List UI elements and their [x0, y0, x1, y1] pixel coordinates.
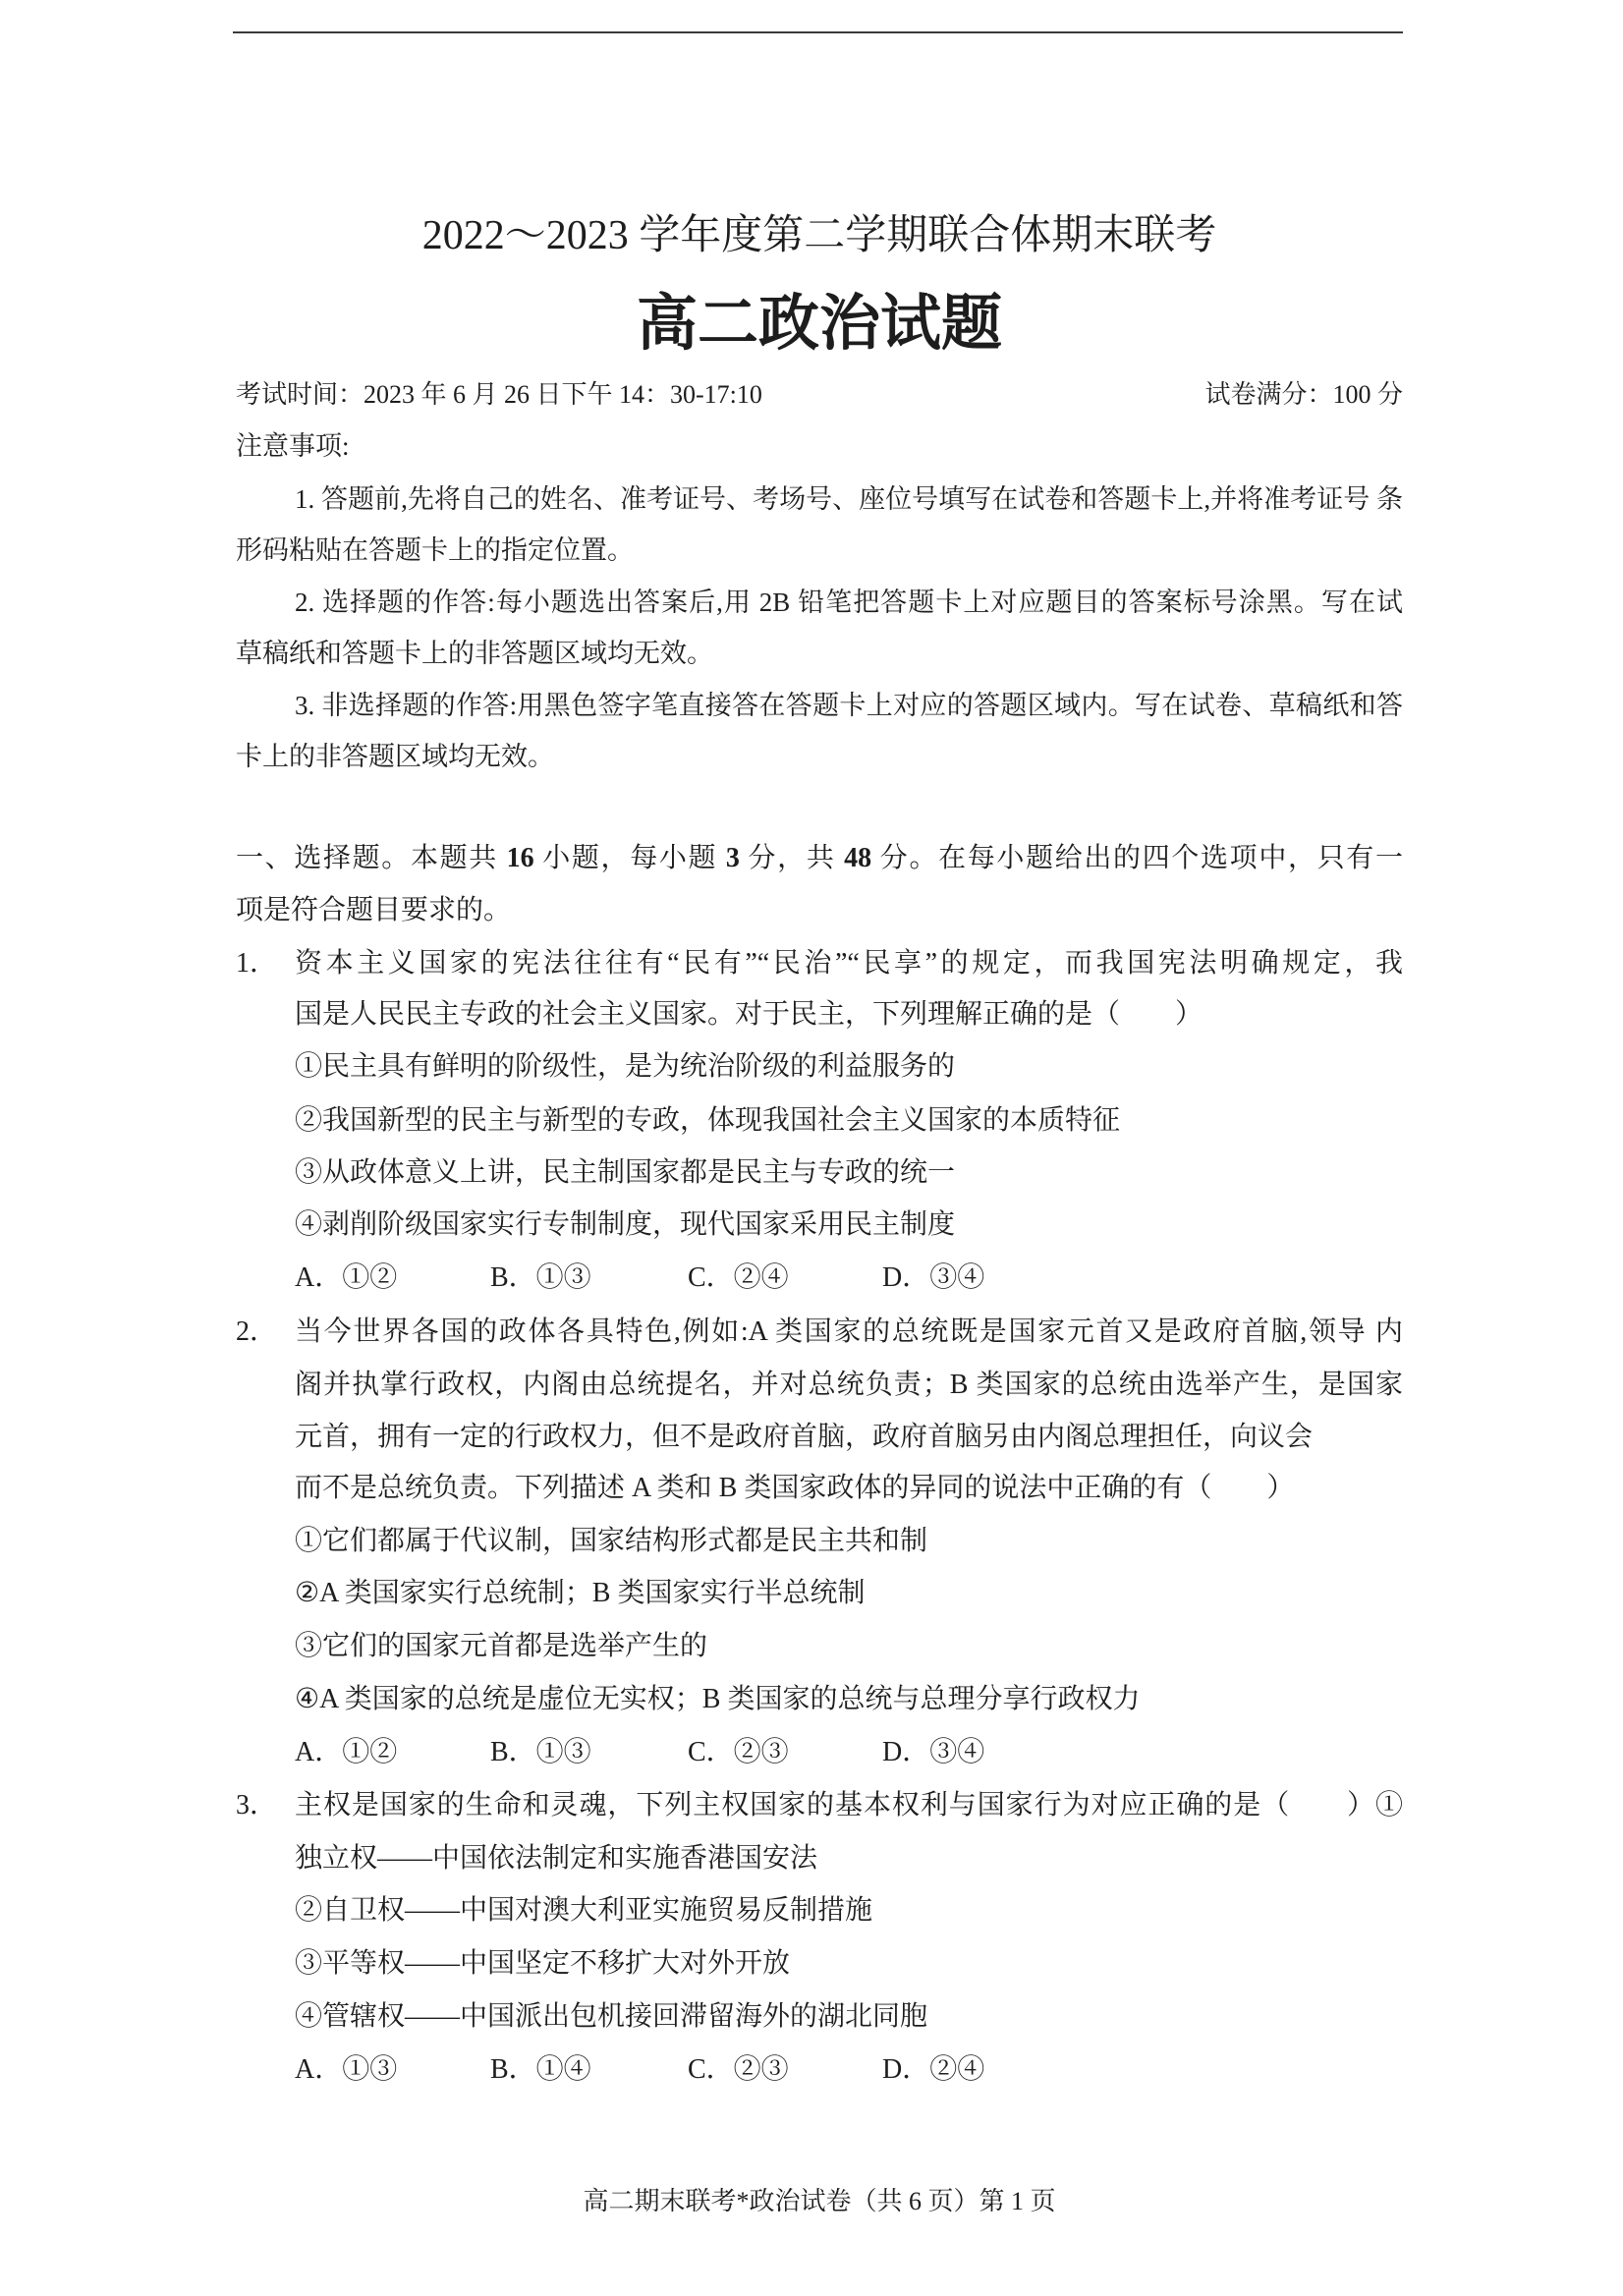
question-statement: ④剥削阶级国家实行专制制度，现代国家采用民主制度 — [295, 1209, 956, 1240]
question-stem-line: 主权是国家的生命和灵魂，下列主权国家的基本权利与国家行为对应正确的是（ ）① — [295, 1790, 1403, 1820]
question-number: 1． — [236, 948, 278, 979]
question-stem-line: 国是人民民主专政的社会主义国家。对于民主，下列理解正确的是（ ） — [295, 999, 1203, 1030]
question-number: 2． — [236, 1316, 278, 1347]
question-statement: ②我国新型的民主与新型的专政，体现我国社会主义国家的本质特征 — [295, 1105, 1121, 1136]
option-d: D．③④ — [882, 1737, 985, 1767]
question-stem-line: 阁并执掌行政权，内阁由总统提名，并对总统负责；B 类国家的总统由选举产生，是国家 — [295, 1370, 1403, 1400]
page-footer: 高二期末联考*政治试卷（共 6 页）第 1 页 — [583, 2187, 1056, 2215]
paper-title: 高二政治试题 — [636, 291, 1002, 358]
section-heading-text: 分。在每小题给出的四个选项中，只有一 — [871, 843, 1403, 873]
option-a: A．①③ — [295, 2054, 398, 2085]
notice-item-3-line-2: 卡上的非答题区域均无效。 — [236, 742, 554, 771]
option-d: D．③④ — [882, 1262, 985, 1293]
option-c: C．②④ — [688, 1262, 789, 1293]
question-statement: ④管辖权——中国派出包机接回滞留海外的湖北同胞 — [295, 2001, 928, 2032]
question-statement: ④A 类国家的总统是虚位无实权；B 类国家的总统与总理分享行政权力 — [295, 1684, 1141, 1714]
question-count: 16 — [506, 843, 534, 873]
option-b: B．①④ — [490, 2054, 591, 2085]
question-number: 3． — [236, 1790, 278, 1820]
option-a: A．①② — [295, 1737, 398, 1767]
notice-item-3-line-1: 3. 非选择题的作答:用黑色签字笔直接答在答题卡上对应的答题区域内。写在试卷、草稿纸和答 — [295, 691, 1403, 720]
question-statement: 独立权——中国依法制定和实施香港国安法 — [295, 1843, 818, 1874]
notice-item-1-line-2: 形码粘贴在答题卡上的指定位置。 — [236, 535, 634, 565]
exam-time: 考试时间：2023 年 6 月 26 日下午 14：30-17:10 — [236, 380, 762, 409]
full-score: 试卷满分：100 分 — [1204, 380, 1403, 409]
question-statement: ③从政体意义上讲，民主制国家都是民主与专政的统一 — [295, 1157, 956, 1188]
option-b: B．①③ — [490, 1737, 591, 1767]
notice-item-1-line-1: 1. 答题前,先将自己的姓名、准考证号、考场号、座位号填写在试卷和答题卡上,并将准考证号 条 — [295, 484, 1403, 514]
option-c: C．②③ — [688, 2054, 789, 2085]
option-a: A．①② — [295, 1262, 398, 1293]
section-heading-line-2: 项是符合题目要求的。 — [236, 895, 512, 925]
notice-item-2-line-2: 草稿纸和答题卡上的非答题区域均无效。 — [236, 639, 713, 668]
section-heading-text: 分，共 — [739, 843, 845, 873]
exam-title: 2022～2023 学年度第二学期联合体期末联考 — [421, 213, 1217, 258]
header-rule — [233, 31, 1403, 33]
question-statement: ③它们的国家元首都是选举产生的 — [295, 1631, 708, 1661]
question-stem-line: 元首，拥有一定的行政权力，但不是政府首脑，政府首脑另由内阁总理担任，向议会 — [295, 1422, 1314, 1452]
question-statement: ①民主具有鲜明的阶级性，是为统治阶级的利益服务的 — [295, 1051, 956, 1082]
notice-heading: 注意事项: — [236, 431, 350, 461]
section-heading-text: 小题，每小题 — [533, 843, 726, 873]
option-b: B．①③ — [490, 1262, 591, 1293]
section-heading — [236, 839, 1403, 878]
section-heading-text: 一、选择题。本题共 — [236, 843, 507, 873]
option-c: C．②③ — [688, 1737, 789, 1767]
question-stem-line: 资本主义国家的宪法往往有“民有”“民治”“民享”的规定，而我国宪法明确规定，我 — [295, 948, 1403, 979]
question-stem-line: 当今世界各国的政体各具特色,例如:A 类国家的总统既是国家元首又是政府首脑,领导 内 — [295, 1316, 1403, 1347]
question-statement: ③平等权——中国坚定不移扩大对外开放 — [295, 1948, 791, 1979]
question-statement: ②自卫权——中国对澳大利亚实施贸易反制措施 — [295, 1895, 873, 1926]
total-points: 48 — [844, 843, 872, 873]
notice-item-2-line-1: 2. 选择题的作答:每小题选出答案后,用 2B 铅笔把答题卡上对应题目的答案标号涂黑。写在试 — [295, 588, 1403, 617]
question-stem-line: 而不是总统负责。下列描述 A 类和 B 类国家政体的异同的说法中正确的有（ ） — [295, 1473, 1295, 1503]
question-statement: ②A 类国家实行总统制；B 类国家实行半总统制 — [295, 1578, 866, 1608]
question-statement: ①它们都属于代议制，国家结构形式都是民主共和制 — [295, 1526, 928, 1556]
option-d: D．②④ — [882, 2054, 985, 2085]
points-per-question: 3 — [725, 843, 740, 873]
